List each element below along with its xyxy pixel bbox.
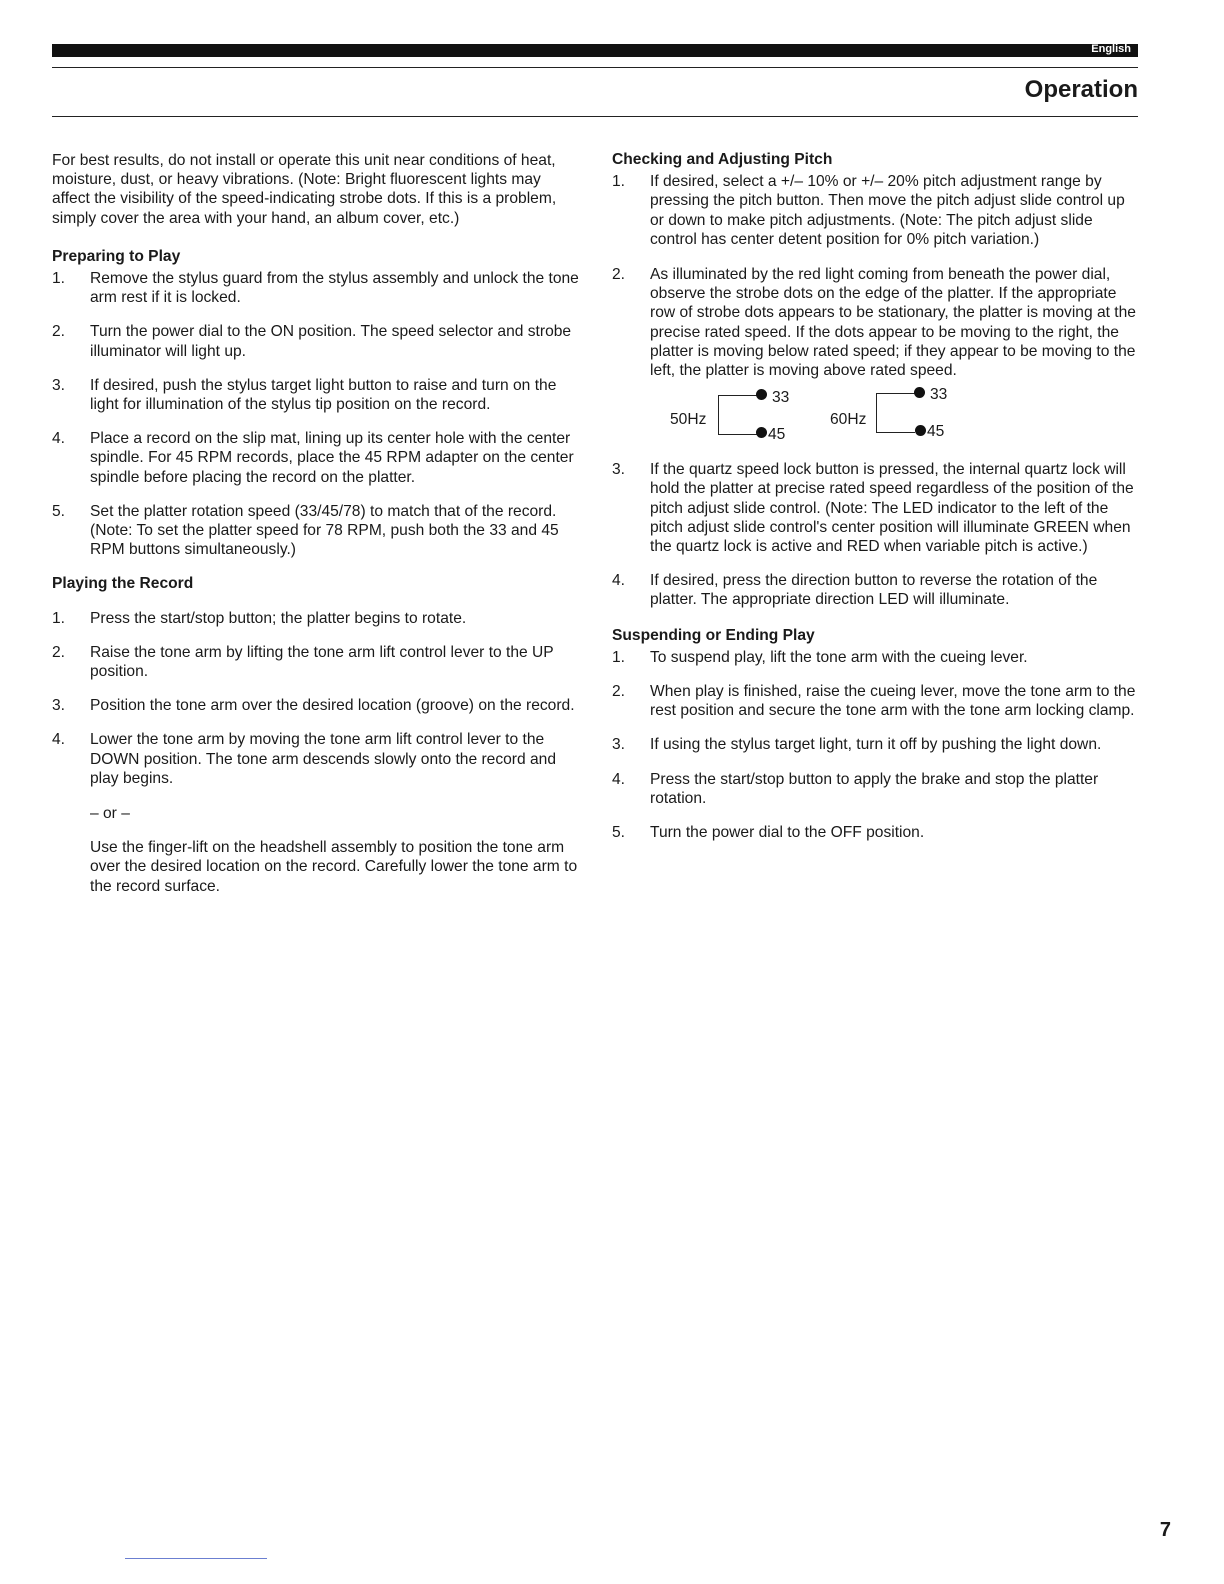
- bracket-60: [876, 393, 915, 433]
- step-number: 3.: [612, 461, 626, 479]
- list-item: [52, 376, 582, 414]
- strobe-dot-icon: [914, 387, 925, 398]
- step-text: To suspend play, lift the tone arm with the cueing lever.: [650, 648, 1028, 666]
- step-text: Press the start/stop button to apply the brake and stop the platter rotation.: [650, 770, 1099, 807]
- step-number: 2.: [52, 323, 66, 341]
- alternate-instruction: Use the finger-lift on the headshell assembly to position the tone arm over the desired location on the record. Carefully lower the tone arm to the record surface.: [90, 839, 578, 895]
- step-number: 4.: [612, 572, 626, 590]
- step-number: 5.: [612, 824, 626, 842]
- speed-label-33: 33: [772, 389, 790, 407]
- step-text: Place a record on the slip mat, lining up its center hole with the center spindle. For 45 RPM records, place the 45 RPM adapter on the center spindle before placing the record on the platter.: [90, 430, 574, 486]
- header-rule-bottom: [52, 116, 1138, 117]
- or-separator: – or –: [90, 805, 130, 823]
- step-text: Press the start/stop button; the platter begins to rotate.: [90, 609, 467, 627]
- step-number: 2.: [52, 643, 66, 661]
- step-text: If desired, select a +/– 10% or +/– 20% pitch adjustment range by pressing the pitch button. Then move the pitch adjust slide control up or down to make pitch adjustments. (Note: The pitch adjust slide control has center detent position for 0% pitch variation.): [650, 173, 1125, 248]
- bracket-50: [718, 395, 757, 435]
- header-rule-top: [52, 67, 1138, 68]
- step-number: 4.: [52, 430, 66, 448]
- step-number: 3.: [612, 736, 626, 754]
- page-title: Operation: [1024, 76, 1138, 103]
- list-item: [612, 682, 1138, 720]
- step-text: Turn the power dial to the OFF position.: [650, 824, 925, 842]
- header-bar: [52, 44, 1138, 57]
- step-number: 1.: [52, 270, 66, 288]
- list-item: [52, 429, 582, 487]
- list-item: [612, 648, 1138, 667]
- step-text: Turn the power dial to the ON position. The speed selector and strobe illuminator will light up.: [90, 323, 572, 360]
- strobe-diagram: [612, 388, 1138, 448]
- step-text: If the quartz speed lock button is pressed, the internal quartz lock will hold the platter at precise rated speed regardless of the position of the pitch adjust slide control. (Note: The LED indicator to the left of the pitch adjust slide control's center position will illuminate GREEN when the quartz lock is active and RED when variable pitch is active.): [650, 461, 1134, 556]
- list-item: [52, 502, 582, 560]
- pitch-steps-continued: [612, 460, 1138, 609]
- step-number: 5.: [52, 502, 66, 520]
- step-text: Remove the stylus guard from the stylus assembly and unlock the tone arm rest if it is locked.: [90, 270, 579, 307]
- preparing-heading: Preparing to Play: [52, 247, 181, 265]
- list-item: [52, 643, 582, 681]
- suspending-steps: [612, 648, 1138, 842]
- step-number: 2.: [612, 683, 626, 701]
- list-item: [52, 322, 582, 360]
- page-number: 7: [1159, 1519, 1171, 1541]
- intro-paragraph: For best results, do not install or operate this unit near conditions of heat, moisture, dust, or heavy vibrations. (Note: Bright fluorescent lights may affect the visibility of the speed-indicating strobe dots. If this is a problem, simply cover the area with your hand, an album cover, etc.): [52, 152, 557, 227]
- step-number: 4.: [52, 731, 66, 749]
- hz-label-60: 60Hz: [830, 411, 867, 429]
- step-text: Raise the tone arm by lifting the tone arm lift control lever to the UP position.: [90, 643, 554, 681]
- pitch-steps: [612, 172, 1138, 380]
- list-item: [612, 172, 1138, 249]
- step-number: 2.: [612, 266, 626, 284]
- list-item: [52, 696, 582, 715]
- strobe-dot-icon: [915, 425, 926, 436]
- step-text: If desired, push the stylus target light button to raise and turn on the light for illumination of the stylus tip position on the record.: [90, 376, 557, 414]
- step-number: 1.: [612, 648, 626, 666]
- speed-label-45: 45: [768, 426, 786, 444]
- strobe-dot-icon: [756, 427, 767, 438]
- step-number: 3.: [52, 697, 66, 715]
- step-text: Lower the tone arm by moving the tone arm lift control lever to the DOWN position. The tone arm descends slowly onto the record and play begins.: [90, 731, 557, 787]
- step-number: 1.: [52, 609, 66, 627]
- playing-heading: Playing the Record: [52, 575, 194, 593]
- speed-label-33: 33: [930, 386, 948, 404]
- step-text: If using the stylus target light, turn it off by pushing the light down.: [650, 736, 1102, 754]
- left-column: [52, 151, 582, 896]
- speed-label-45: 45: [927, 423, 945, 441]
- list-item: [52, 609, 582, 628]
- step-text: Position the tone arm over the desired location (groove) on the record.: [90, 697, 575, 715]
- suspending-heading: Suspending or Ending Play: [612, 626, 815, 644]
- playing-steps: [52, 609, 582, 788]
- footer-rule: [125, 1558, 267, 1559]
- step-text: If desired, press the direction button to reverse the rotation of the platter. The appropriate direction LED will illuminate.: [650, 572, 1098, 609]
- right-column: [612, 150, 1138, 842]
- hz-label-50: 50Hz: [670, 411, 707, 429]
- list-item: [52, 269, 582, 307]
- list-item: [612, 735, 1138, 754]
- pitch-heading: Checking and Adjusting Pitch: [612, 151, 833, 168]
- step-text: As illuminated by the red light coming from beneath the power dial, observe the strobe dots on the edge of the platter. If the appropriate row of strobe dots appears to be stationary, the platter is moving at the precise rated speed. If the dots appear to be moving to the right, the platter is moving below rated speed; if they appear to be moving to the left, the platter is moving above rated speed.: [650, 266, 1136, 380]
- step-text: When play is finished, raise the cueing lever, move the tone arm to the rest position and secure the tone arm with the tone arm locking clamp.: [650, 683, 1136, 720]
- preparing-steps: [52, 269, 582, 559]
- list-item: [612, 265, 1138, 380]
- list-item: [612, 571, 1138, 609]
- step-number: 3.: [52, 376, 66, 394]
- strobe-dot-icon: [756, 389, 767, 400]
- step-text: Set the platter rotation speed (33/45/78) to match that of the record. (Note: To set the platter speed for 78 RPM, push both the 33 and 45 RPM buttons simultaneously.): [90, 502, 559, 559]
- list-item: [52, 730, 582, 788]
- step-number: 4.: [612, 770, 626, 788]
- list-item: [612, 823, 1138, 842]
- list-item: [612, 770, 1138, 808]
- step-number: 1.: [612, 173, 626, 191]
- list-item: [612, 460, 1138, 556]
- language-label: English: [1091, 43, 1131, 55]
